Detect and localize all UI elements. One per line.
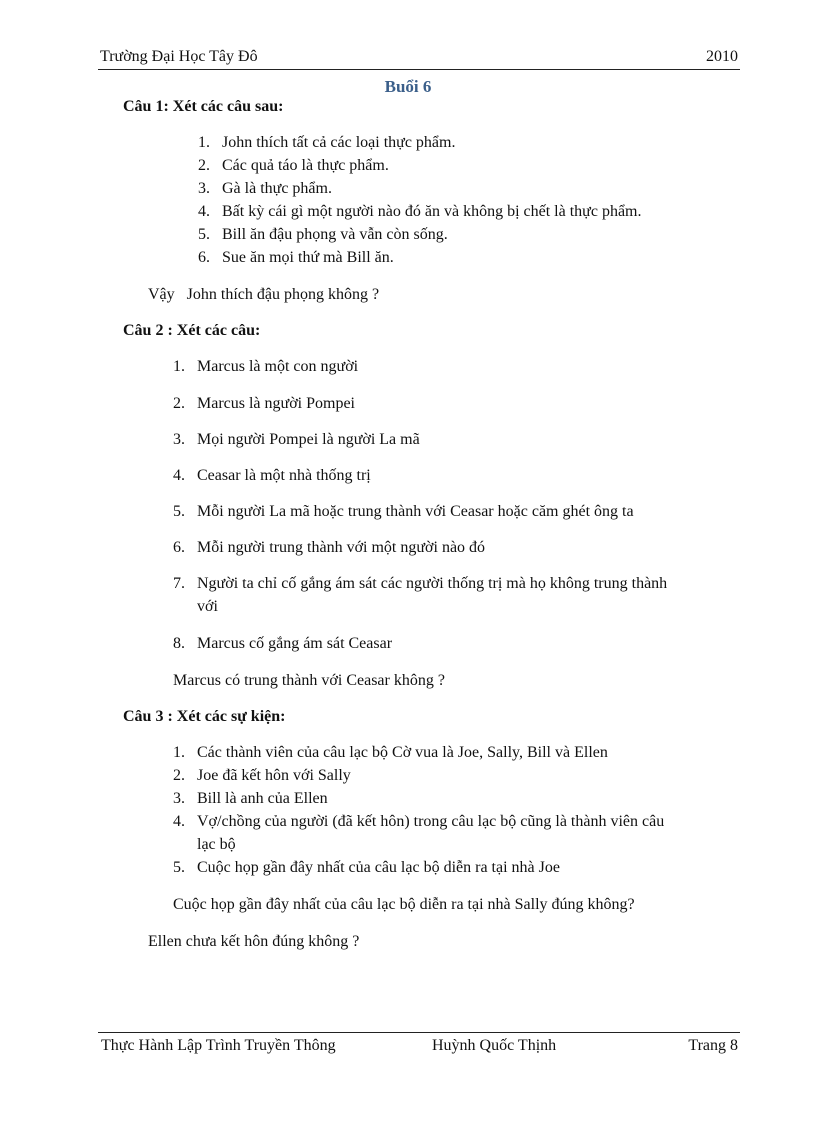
item-number: 2. — [198, 157, 210, 174]
q2-item — [173, 358, 358, 376]
item-number: 7. — [173, 575, 185, 592]
item-text: Marcus là người Pompei — [197, 395, 355, 412]
item-text: Marcus là một con người — [197, 358, 359, 375]
item-text: Người ta chỉ cố gắng ám sát các người thống trị mà họ không trung thành — [197, 575, 668, 592]
item-text: Bill ăn đậu phọng và vẫn còn sống. — [222, 226, 448, 243]
header-divider — [98, 69, 740, 70]
item-number: 6. — [198, 249, 210, 266]
q3-question-2: Ellen chưa kết hôn đúng không ? — [148, 933, 360, 950]
item-number: 5. — [198, 226, 210, 243]
item-number: 6. — [173, 539, 185, 556]
item-number: 2. — [173, 767, 185, 784]
q3-item — [173, 813, 664, 831]
q2-label: Câu 2 : Xét các câu: — [123, 322, 261, 339]
item-number: 5. — [173, 503, 185, 520]
item-number: 4. — [173, 467, 185, 484]
q2-item — [173, 395, 355, 413]
item-text: Gà là thực phẩm. — [222, 180, 332, 197]
q2-item — [173, 503, 634, 521]
item-number: 5. — [173, 859, 185, 876]
page-title: Buổi 6 — [384, 77, 432, 96]
q3-label: Câu 3 : Xét các sự kiện: — [123, 708, 286, 725]
q3-item — [173, 744, 608, 762]
item-text: Cuộc họp gần đây nhất của câu lạc bộ diễn ra tại nhà Joe — [197, 859, 560, 876]
page-header — [98, 48, 740, 68]
q1-item — [198, 180, 332, 198]
q2-item — [173, 467, 371, 485]
item-number: 3. — [198, 180, 210, 197]
item-number: 1. — [198, 134, 210, 151]
footer-divider — [98, 1032, 740, 1033]
item-text: Mỗi người La mã hoặc trung thành với Ceasar hoặc căm ghét ông ta — [197, 503, 634, 520]
item-text: Vợ/chồng của người (đã kết hôn) trong câu lạc bộ cũng là thành viên câu — [197, 813, 665, 830]
item-text: Sue ăn mọi thứ mà Bill ăn. — [222, 249, 394, 266]
item-text: Ceasar là một nhà thống trị — [197, 467, 371, 484]
q2-item — [173, 635, 392, 653]
q2-item-continuation: với — [197, 598, 218, 615]
item-number: 1. — [173, 358, 185, 375]
item-number: 4. — [173, 813, 185, 830]
item-text: Các thành viên của câu lạc bộ Cờ vua là Joe, Sally, Bill và Ellen — [197, 744, 608, 761]
footer-page-number: Trang 8 — [688, 1037, 738, 1054]
q2-item — [173, 539, 485, 557]
item-text: John thích tất cả các loại thực phẩm. — [222, 134, 456, 151]
q3-item-continuation: lạc bộ — [197, 836, 236, 853]
q3-item — [173, 790, 328, 808]
q1-item — [198, 249, 394, 267]
item-text: Joe đã kết hôn với Sally — [197, 767, 351, 784]
q2-question: Marcus có trung thành với Ceasar không ? — [173, 672, 445, 689]
q1-label: Câu 1: Xét các câu sau: — [123, 98, 284, 115]
item-text: Marcus cố gắng ám sát Ceasar — [197, 635, 393, 652]
item-number: 1. — [173, 744, 185, 761]
q1-item — [198, 203, 642, 221]
header-school: Trường Đại Học Tây Đô — [100, 48, 258, 65]
q3-question-1: Cuộc họp gần đây nhất của câu lạc bộ diễn ra tại nhà Sally đúng không? — [173, 896, 635, 913]
q1-item — [198, 157, 389, 175]
q1-item — [198, 134, 455, 152]
item-number: 4. — [198, 203, 210, 220]
item-number: 2. — [173, 395, 185, 412]
item-number: 3. — [173, 431, 185, 448]
item-text: Bill là anh của Ellen — [197, 790, 328, 807]
item-text: Mọi người Pompei là người La mã — [197, 431, 420, 448]
footer-course: Thực Hành Lập Trình Truyền Thông — [101, 1037, 336, 1054]
q2-item — [173, 575, 667, 593]
q3-item — [173, 767, 351, 785]
item-text: Bất kỳ cái gì một người nào đó ăn và không bị chết là thực phẩm. — [222, 203, 642, 220]
q1-item — [198, 226, 448, 244]
item-number: 3. — [173, 790, 185, 807]
item-text: Mỗi người trung thành với một người nào đó — [197, 539, 486, 556]
footer-author: Huỳnh Quốc Thịnh — [432, 1037, 557, 1054]
item-text: Các quả táo là thực phẩm. — [222, 157, 389, 174]
q1-question: Vậy John thích đậu phọng không ? — [148, 286, 380, 303]
item-number: 8. — [173, 635, 185, 652]
q3-item — [173, 859, 560, 877]
header-year: 2010 — [706, 48, 738, 65]
q2-item — [173, 431, 420, 449]
